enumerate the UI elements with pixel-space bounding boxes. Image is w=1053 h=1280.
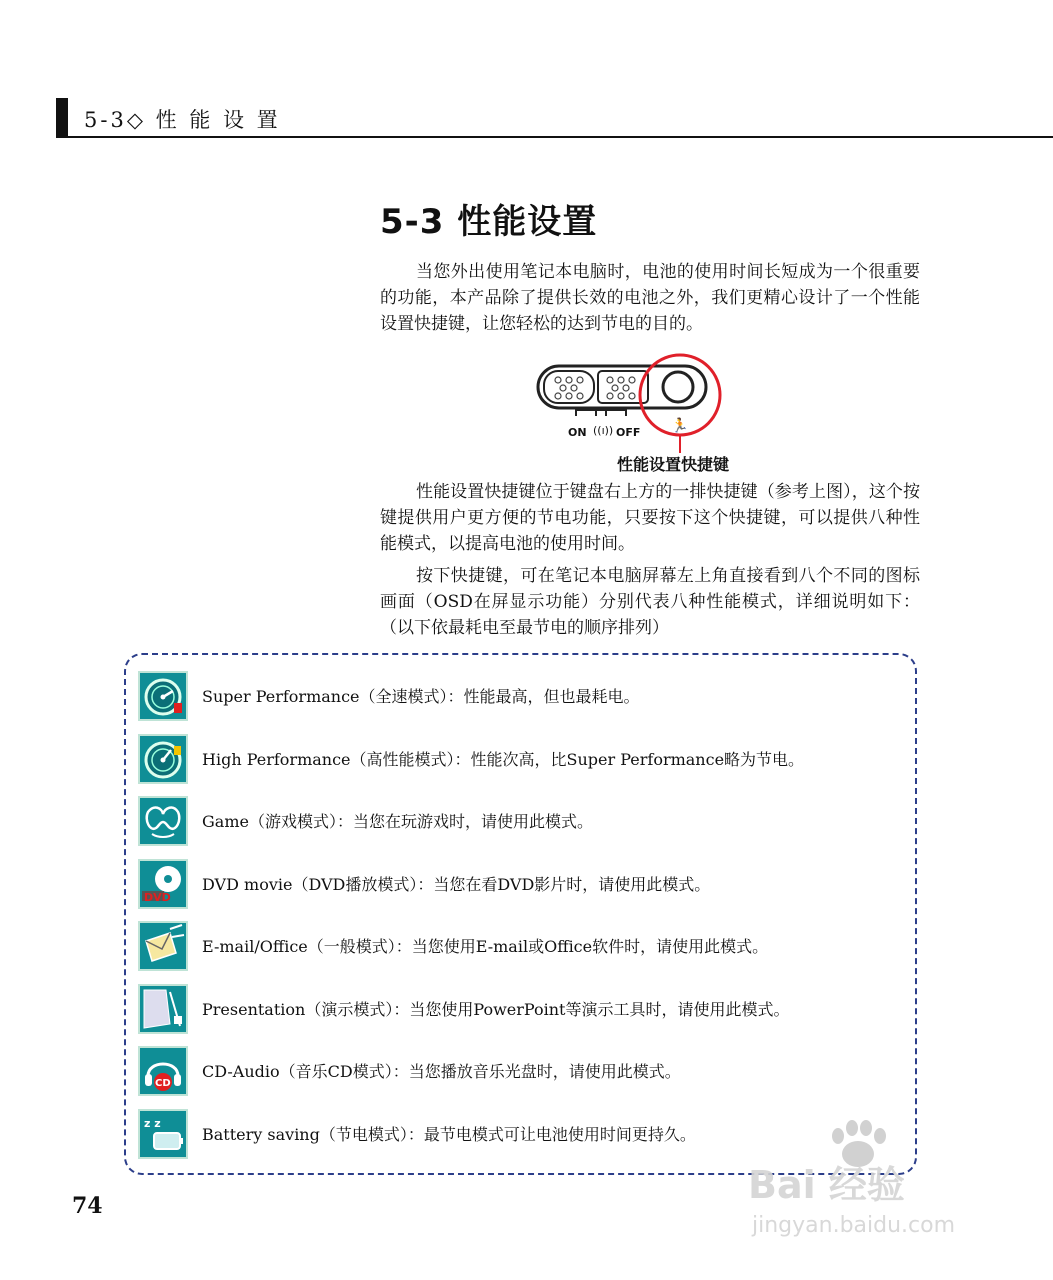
running-man-icon: 🏃: [671, 418, 689, 434]
battery-sleep-icon: [138, 1109, 188, 1159]
wireless-on-key: [544, 371, 594, 403]
game-controller-icon: [138, 796, 188, 846]
mode-row-dvd-movie: [138, 859, 918, 913]
mode-row-super-performance: [138, 671, 918, 725]
headphones-cd-icon: [138, 1046, 188, 1096]
mode-description: Battery saving（节电模式）：最节电模式可让电池使用时间更持久。: [202, 1125, 696, 1144]
header-bar: [56, 98, 68, 138]
dvd-disc-icon: [138, 859, 188, 909]
paw-icon: [832, 1120, 886, 1167]
speedometer-red-icon: [138, 671, 188, 721]
mode-description: Super Performance（全速模式）：性能最高，但也最耗电。: [202, 687, 640, 706]
mode-row-cd-audio: [138, 1046, 918, 1100]
page-number: 74: [72, 1193, 103, 1219]
power-saving-hotkey: [663, 372, 693, 402]
mode-row-high-performance: [138, 734, 918, 788]
mode-description: Presentation（演示模式）：当您使用PowerPoint等演示工具时，请使用此模式。: [202, 1000, 790, 1019]
wireless-icon: ((ı)): [593, 424, 614, 437]
mode-description: CD-Audio（音乐CD模式）：当您播放音乐光盘时，请使用此模式。: [202, 1062, 681, 1081]
mode-description: High Performance（高性能模式）：性能次高，比Super Performance略为节电。: [202, 750, 805, 769]
watermark-url: jingyan.baidu.com: [752, 1213, 956, 1238]
dvd-label: DVD: [144, 891, 171, 904]
header-rule: [56, 136, 1053, 138]
mode-description: DVD movie（DVD播放模式）：当您在看DVD影片时，请使用此模式。: [202, 875, 711, 894]
presentation-screen-icon: [138, 984, 188, 1034]
running-header: 5-3◇ 性 能 设 置: [84, 108, 281, 132]
mode-row-email-office: [138, 921, 918, 975]
on-label: ON: [568, 426, 587, 439]
sleep-label: z z: [144, 1117, 161, 1130]
hotkey-paragraph: 性能设置快捷键位于键盘右上方的一排快捷键（参考上图），这个按键提供用户更方便的节电功能，只要按下这个快捷键，可以提供八种性能模式，以提高电池的使用时间。: [380, 482, 920, 554]
intro-paragraph: 当您外出使用笔记本电脑时，电池的使用时间长短成为一个很重要的功能，本产品除了提供长效的电池之外，我们更精心设计了一个性能设置快捷键，让您轻松的达到节电的目的。: [380, 262, 920, 334]
section-title: 5-3 性能设置: [380, 202, 598, 242]
email-envelope-icon: [138, 921, 188, 971]
mode-description: E-mail/Office（一般模式）：当您使用E-mail或Office软件时，请使用此模式。: [202, 937, 769, 956]
mode-row-presentation: [138, 984, 918, 1038]
speedometer-yellow-icon: [138, 734, 188, 784]
hotkey-caption: 性能设置快捷键: [617, 455, 730, 474]
watermark-brand: Bai 经验: [748, 1163, 905, 1207]
off-label: OFF: [616, 426, 641, 439]
mode-description: Game（游戏模式）：当您在玩游戏时，请使用此模式。: [202, 812, 593, 831]
mode-row-game: [138, 796, 918, 850]
cd-label: CD: [155, 1078, 171, 1089]
baidu-watermark: [740, 1120, 1000, 1245]
modes-intro-paragraph: 按下快捷键，可在笔记本电脑屏幕左上角直接看到八个不同的图标画面（OSD在屏显示功能）分别代表八种性能模式，详细说明如下：（以下依最耗电至最节电的顺序排列）: [380, 566, 920, 638]
